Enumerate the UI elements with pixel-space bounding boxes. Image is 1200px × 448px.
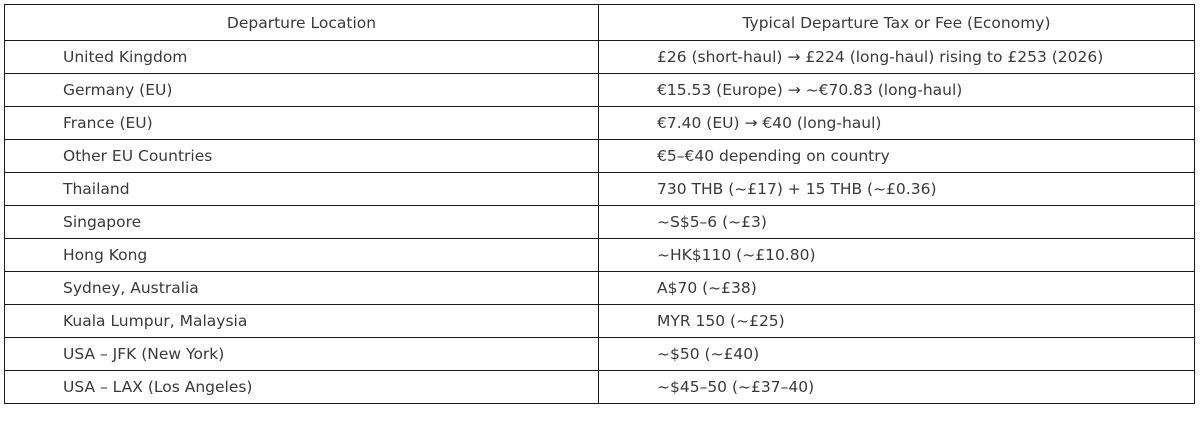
fee-cell: £26 (short-haul) → £224 (long-haul) rising to £253 (2026) — [599, 41, 1195, 74]
fee-cell: ~HK$110 (~£10.80) — [599, 239, 1195, 272]
location-cell: France (EU) — [5, 107, 599, 140]
departure-tax-table — [4, 4, 1195, 404]
location-cell: Singapore — [5, 206, 599, 239]
location-cell: Hong Kong — [5, 239, 599, 272]
fee-cell: ~$50 (~£40) — [599, 338, 1195, 371]
table-container — [4, 4, 1195, 404]
fee-cell: 730 THB (~£17) + 15 THB (~£0.36) — [599, 173, 1195, 206]
table-row — [5, 272, 1195, 305]
fee-cell: ~$45–50 (~£37–40) — [599, 371, 1195, 404]
table-row — [5, 239, 1195, 272]
fee-cell: ~S$5–6 (~£3) — [599, 206, 1195, 239]
table-row — [5, 41, 1195, 74]
fee-cell: €7.40 (EU) → €40 (long-haul) — [599, 107, 1195, 140]
header-row — [5, 5, 1195, 41]
fee-cell: A$70 (~£38) — [599, 272, 1195, 305]
table-row — [5, 371, 1195, 404]
location-cell: United Kingdom — [5, 41, 599, 74]
table-row — [5, 338, 1195, 371]
table-row — [5, 173, 1195, 206]
location-cell: Other EU Countries — [5, 140, 599, 173]
column-header-fee: Typical Departure Tax or Fee (Economy) — [599, 5, 1195, 41]
location-cell: Germany (EU) — [5, 74, 599, 107]
table-row — [5, 74, 1195, 107]
table-row — [5, 305, 1195, 338]
location-cell: USA – JFK (New York) — [5, 338, 599, 371]
fee-cell: MYR 150 (~£25) — [599, 305, 1195, 338]
table-row — [5, 107, 1195, 140]
table-row — [5, 206, 1195, 239]
location-cell: USA – LAX (Los Angeles) — [5, 371, 599, 404]
location-cell: Sydney, Australia — [5, 272, 599, 305]
location-cell: Kuala Lumpur, Malaysia — [5, 305, 599, 338]
table-row — [5, 140, 1195, 173]
fee-cell: €5–€40 depending on country — [599, 140, 1195, 173]
column-header-location: Departure Location — [5, 5, 599, 41]
location-cell: Thailand — [5, 173, 599, 206]
fee-cell: €15.53 (Europe) → ~€70.83 (long-haul) — [599, 74, 1195, 107]
